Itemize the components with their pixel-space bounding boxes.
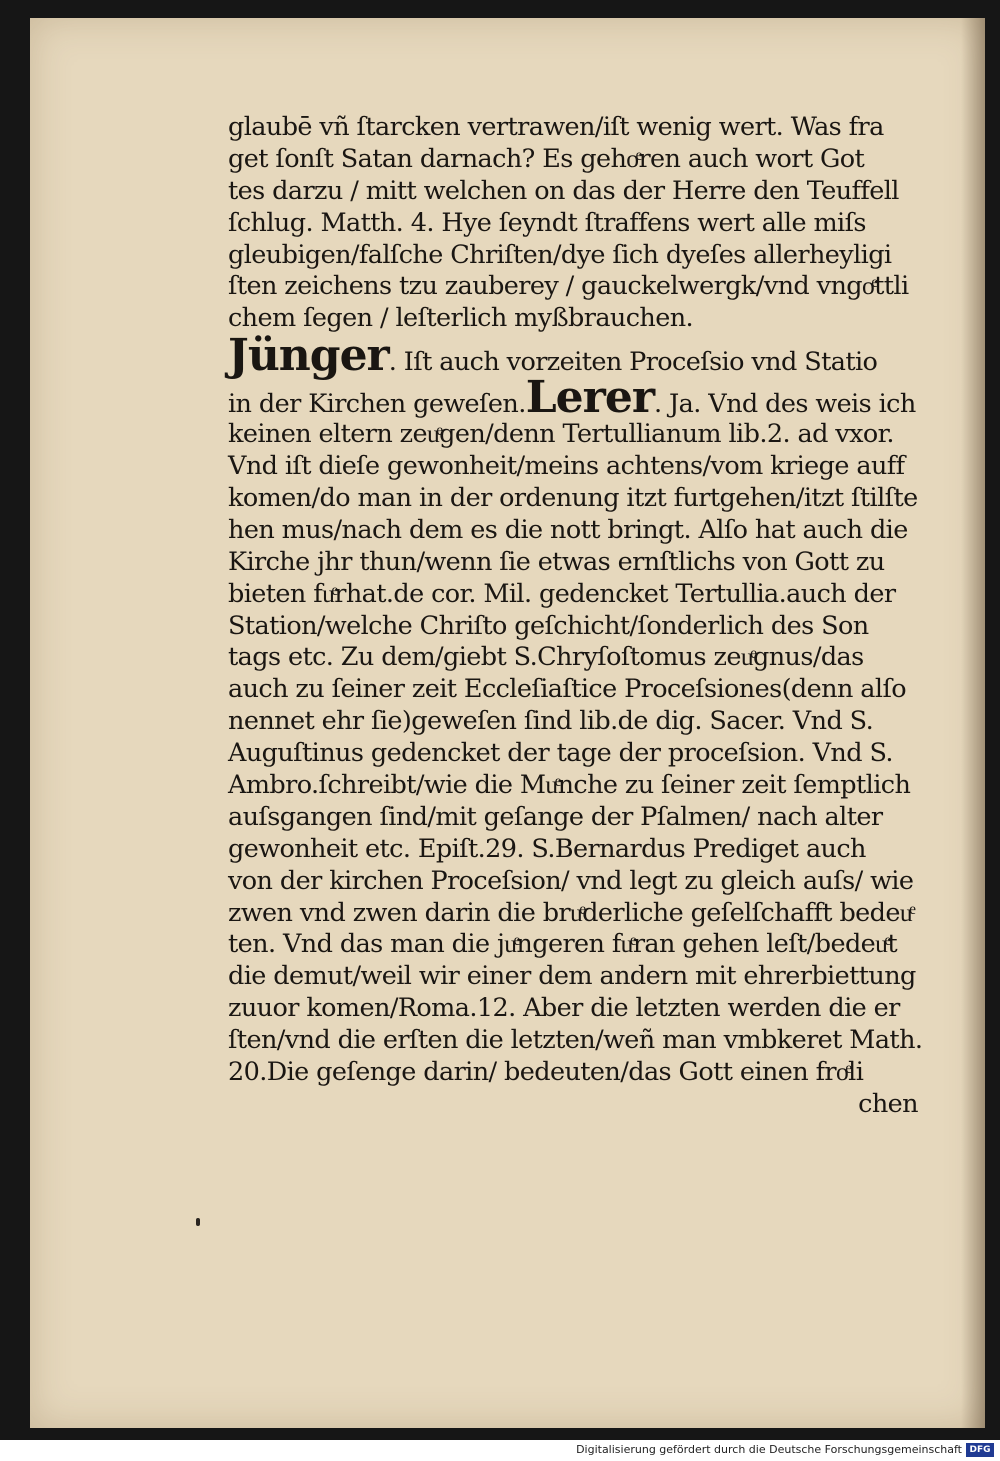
text-line: nennet ehr ſie)geweſen ſind lib.de dig. Sacer. Vnd S. [228, 706, 874, 737]
text-line: ſten/vnd die erſten die letzten/weñ man vmbkeret Math. [228, 1025, 923, 1056]
text-line: komen/do man in der ordenung itzt furtgehen/itzt ſtilſte [228, 483, 918, 514]
text-line: ſten zeichens tzu zauberey / gauckelwergk/vnd vngoͤttli [228, 271, 909, 302]
dfg-logo: DFG [966, 1443, 994, 1457]
footer-bar [0, 1440, 1000, 1461]
speaker-line-juenger [228, 330, 918, 382]
speaker-lerer: Lerer [525, 372, 655, 424]
text-line: 20.Die geſenge darin/ bedeuten/das Gott einen froͤli [228, 1057, 864, 1088]
text-line: Kirche jhr thun/wenn ſie etwas ernſtlichs von Gott zu [228, 546, 885, 577]
ink-speck [196, 1218, 200, 1226]
text-line: auſsgangen ſind/mit geſange der Pſalmen/ nach alter [228, 801, 883, 832]
text-line: hen mus/nach dem es die nott bringt. Alſo hat auch die [228, 514, 908, 545]
speaker-juenger-text: . Iſt auch vorzeiten Proceſsio vnd Statio [388, 347, 878, 378]
text-line: Auguſtinus gedencket der tage der proceſsion. Vnd S. [228, 738, 893, 769]
text-line: tes darzu / mitt welchen on das der Herre den Teuffell [228, 175, 899, 206]
text-line: get ſonſt Satan darnach? Es gehoͤren auch wort Got [228, 143, 865, 174]
text-line: Vnd iſt dieſe gewonheit/meins achtens/vom kriege auff [228, 451, 905, 482]
text-line: zwen vnd zwen darin die bruͤderliche geſelſchafft bedeuͤ [228, 897, 913, 928]
lerer-preceding-text: in der Kirchen geweſen. [228, 389, 526, 420]
text-line: keinen eltern zeuͤgen/denn Tertullianum lib.2. ad vxor. [228, 419, 894, 450]
text-line: gewonheit etc. Epiſt.29. S.Bernardus Prediget auch [228, 833, 866, 864]
text-line: gleubigen/falſche Chriſten/dye ſich dyeſes allerheyligi [228, 239, 892, 270]
speaker-line-lerer [228, 372, 918, 424]
text-line: zuuor komen/Roma.12. Aber die letzten werden die er [228, 993, 900, 1024]
text-line: auch zu ſeiner zeit Eccleſiaſtice Proceſsiones(denn alſo [228, 674, 907, 705]
text-line: Station/welche Chriſto geſchicht/ſonderlich des Son [228, 610, 869, 641]
text-line: die demut/weil wir einer dem andern mit ehrerbiettung [228, 961, 916, 992]
text-line: bieten fuͤrhat.de cor. Mil. gedencket Tertullia.auch der [228, 578, 896, 609]
text-line: tags etc. Zu dem/giebt S.Chryſoſtomus zeuͤgnus/das [228, 642, 864, 673]
text-line: von der kirchen Proceſsion/ vnd legt zu gleich auſs/ wie [228, 865, 914, 896]
text-line: ſchlug. Matth. 4. Hye ſeyndt ſtraffens wert alle miſs [228, 207, 866, 238]
catchword: chen [858, 1088, 918, 1119]
page-edge-shadow [961, 18, 985, 1428]
funding-credit: Digitalisierung gefördert durch die Deutsche Forschungsgemeinschaft [576, 1443, 962, 1456]
text-line: chem ſegen / leſterlich myßbrauchen. [228, 303, 694, 334]
page-text [228, 112, 923, 1121]
speaker-lerer-text: . Ja. Vnd des weis ich [654, 389, 916, 420]
text-line: Ambro.ſchreibt/wie die Muͤnche zu ſeiner zeit ſemptlich [228, 770, 911, 801]
speaker-juenger: Jünger [228, 330, 389, 382]
text-line: glaubē vñ ſtarcken vertrawen/iſt wenig wert. Was fra [228, 112, 884, 142]
text-line: ten. Vnd das man die juͤngeren fuͤran gehen leſt/bedeuͤt [228, 929, 897, 960]
